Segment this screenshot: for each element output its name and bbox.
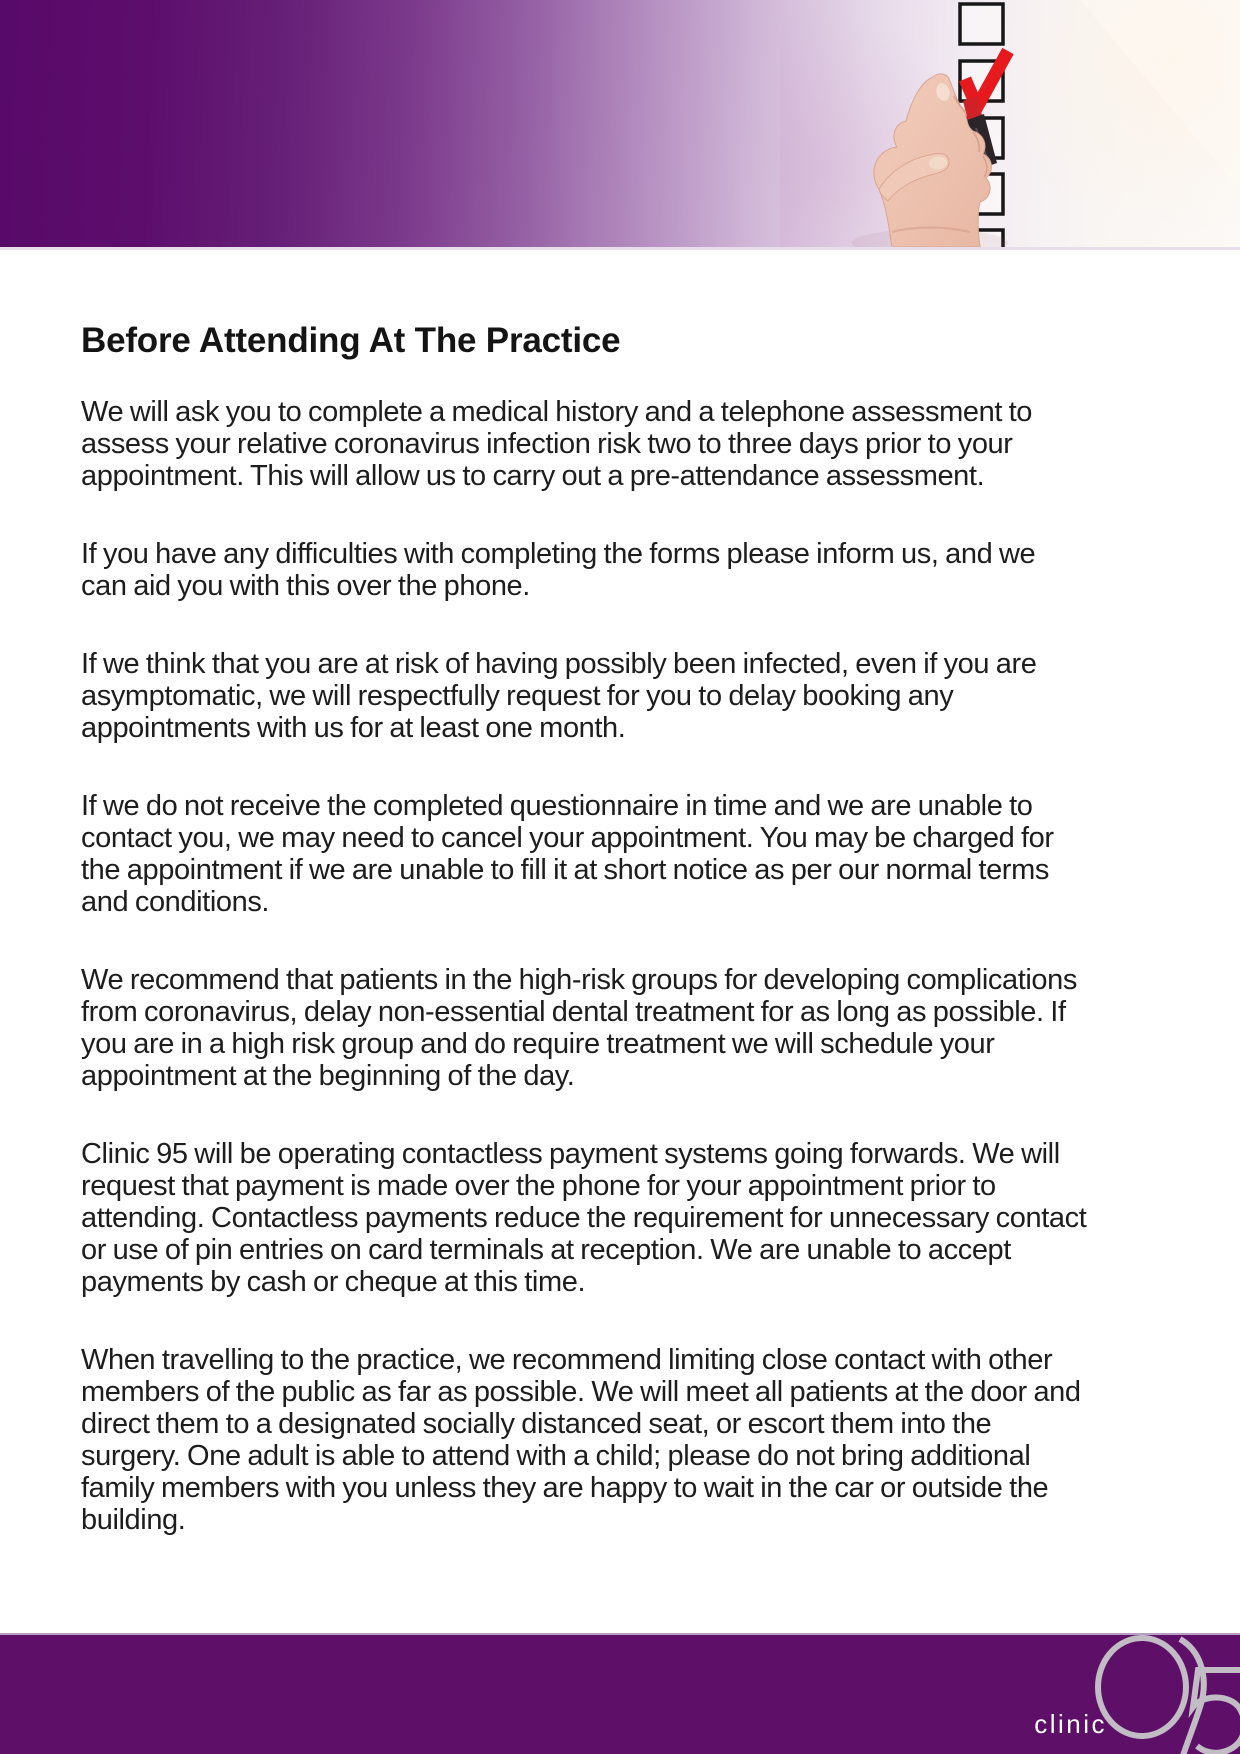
text-line: surgery. One adult is able to attend with a child; please do not bring additional [81,1440,1031,1472]
checklist-photo [780,0,1240,247]
text-line: If we think that you are at risk of having possibly been infected, even if you are [81,648,1037,680]
text-line: attending. Contactless payments reduce the requirement for unnecessary contact [81,1202,1087,1234]
text-line: you are in a high risk group and do require treatment we will schedule your [81,1028,995,1060]
text-line: request that payment is made over the phone for your appointment prior to [81,1170,996,1202]
text-line: appointments with us for at least one month. [81,712,626,744]
text-line: Clinic 95 will be operating contactless payment systems going forwards. We will [81,1138,1060,1170]
text-line: the appointment if we are unable to fill it at short notice as per our normal terms [81,854,1049,886]
text-line: members of the public as far as possible. We will meet all patients at the door and [81,1376,1081,1408]
header-banner [0,0,1240,250]
document-body [0,250,1240,1582]
text-line: or use of pin entries on card terminals at reception. We are unable to accept [81,1234,1011,1266]
text-line: appointment at the beginning of the day. [81,1060,575,1092]
paragraph [81,538,1240,602]
text-line: building. [81,1504,186,1536]
page-title: Before Attending At The Practice [81,321,621,360]
text-line: asymptomatic, we will respectfully request for you to delay booking any [81,680,954,712]
paragraph [81,790,1240,918]
text-line: payments by cash or cheque at this time. [81,1266,586,1298]
text-line: and conditions. [81,886,270,918]
checkbox-graphic [960,4,1003,44]
paragraph [81,1138,1240,1298]
text-line: from coronavirus, delay non-essential dental treatment for as long as possible. If [81,996,1066,1028]
text-line: family members with you unless they are happy to wait in the car or outside the [81,1472,1049,1504]
paragraph [81,1344,1240,1536]
footer-bar [0,1633,1240,1754]
text-line: When travelling to the practice, we recommend limiting close contact with other [81,1344,1053,1376]
text-line: If we do not receive the completed questionnaire in time and we are unable to [81,790,1033,822]
paragraph [81,964,1240,1092]
logo-digit-9 [1098,1638,1186,1736]
paragraph [81,648,1240,744]
text-line: If you have any difficulties with completing the forms please inform us, and we [81,538,1036,570]
text-line: contact you, we may need to cancel your appointment. You may be charged for [81,822,1054,854]
text-line: We recommend that patients in the high-risk groups for developing complications [81,964,1077,996]
text-line: can aid you with this over the phone. [81,570,530,602]
text-line: direct them to a designated socially distanced seat, or escort them into the [81,1408,992,1440]
logo-clinic-text: clinic [1034,1709,1107,1739]
paragraph [81,396,1240,492]
text-line: assess your relative coronavirus infection risk two to three days prior to your [81,428,1013,460]
text-line: We will ask you to complete a medical history and a telephone assessment to [81,396,1033,428]
text-line: appointment. This will allow us to carry out a pre-attendance assessment. [81,460,985,492]
